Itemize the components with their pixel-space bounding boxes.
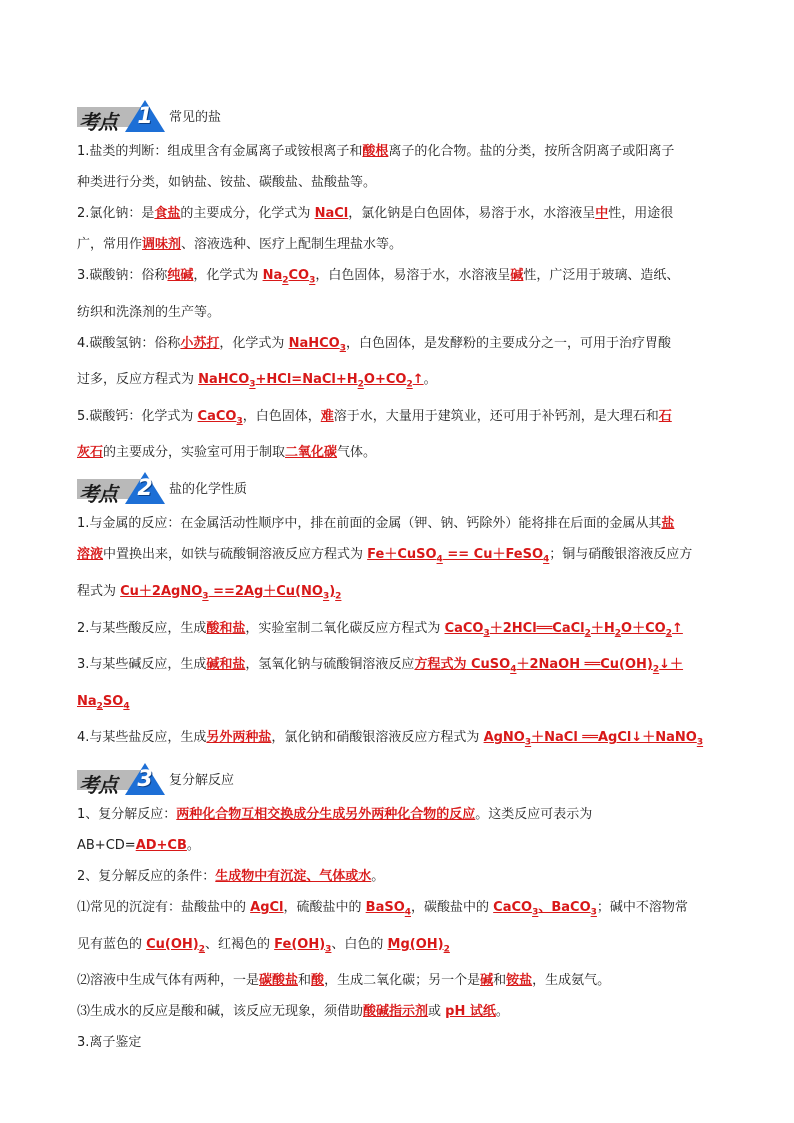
text-line [77,996,717,1027]
formula-text: Mg(OH) [387,936,444,952]
key-term: 纯碱 [167,268,194,283]
key-term: pH 试纸 [445,1004,496,1020]
body-text: 4.与某些盐反应，生成 [77,730,207,746]
subscript: 3 [590,907,597,918]
key-term: 碱 [510,268,524,283]
body-text: 2、复分解反应的条件： [77,868,216,884]
subscript: 3 [322,591,330,602]
body-text: ，实验室制二氧化碳反应方程式为 [245,620,445,636]
body-text: ；碱中不溶物常 [596,899,688,915]
body-text: 的主要成分，实验室可用于制取 [103,445,286,461]
formula-text: Na [262,268,283,283]
document-body [77,96,717,1058]
body-text: 程式为 [77,583,121,599]
subscript: 3 [309,275,316,286]
key-term: 酸和盐 [206,620,246,636]
body-text: ，氯化钠和硝酸银溶液反应方程式为 [271,730,484,746]
key-term: 碱和盐 [206,657,246,673]
body-text: 纺织和洗涤剂的生产等。 [77,304,221,320]
kaodian-badge-icon [77,472,165,507]
subscript: 3 [202,591,209,602]
body-text: AB+CD= [77,837,136,853]
text-line [77,198,717,229]
body-text: ，化学式为 [219,335,289,351]
badge-label: 考点 [79,482,117,507]
formula-text: CaCO [197,408,237,424]
body-text: 广，常用作 [77,237,143,252]
body-text: 性，用途很 [608,206,674,221]
key-term: 另外两种盐 [206,730,272,746]
badge-label: 考点 [79,772,117,797]
formula-text: ＋H [590,620,615,636]
formula-text: NaHCO [288,335,340,351]
body-text: ⑶生成水的反应是酸和碱，该反应无现象，须借助 [77,1004,364,1020]
key-term: 酸 [311,973,325,989]
body-text: 、红褐色的 [205,936,275,952]
formula-text: ==2Ag＋Cu(NO [208,583,323,599]
kaodian-badge-icon [77,100,165,134]
formula-text: ＋NaCl ══AgCl↓＋NaNO [531,730,697,746]
formula-text: ↓＋ [659,657,684,673]
body-text: 。 [423,372,437,388]
subscript: 4 [510,664,517,675]
body-text: 、溶液选种、医疗上配制生理盐水等。 [181,237,403,252]
text-line [77,167,717,198]
section-title: 常见的盐 [169,110,222,125]
formula-text: ＋2HCl══CaCl [489,620,585,636]
body-text: 5.碳酸钙：化学式为 [77,408,198,424]
body-text: 气体。 [337,445,377,461]
text-line [77,861,717,892]
subscript: 3 [339,343,346,354]
body-text: 。 [186,837,200,853]
section-title: 盐的化学性质 [169,482,248,498]
body-text: 性，广泛用于玻璃、造纸、 [523,268,680,283]
subscript: 2 [665,628,672,639]
key-term: 食盐 [154,206,181,221]
key-term: 碳酸盐 [259,973,299,989]
body-text: ，氢氧化钠与硫酸铜溶液反应 [245,657,415,673]
formula-text: ＋2NaOH ══Cu(OH) [516,657,653,673]
body-text: 。 [371,868,385,884]
subscript: 2 [357,379,364,390]
body-text: 、白色的 [331,936,388,952]
formula-text: SO [102,693,124,709]
subscript: 3 [325,944,332,955]
text-line [77,401,717,438]
subscript: 4 [404,907,412,918]
subscript: 2 [282,275,289,286]
key-term: AD+CB [135,837,187,853]
formula-text: CO [288,268,310,283]
text-line [77,1027,717,1058]
key-term: 调味剂 [142,237,182,252]
subscript: 3 [483,628,490,639]
body-text: ，生成氨气。 [532,973,611,989]
section-heading [77,96,717,134]
key-term: 盐 [661,516,675,532]
body-text: 种类进行分类，如钠盐、铵盐、碳酸盐、盐酸盐等。 [77,175,377,190]
text-line [77,722,717,759]
formula-text: BaSO [365,899,405,915]
body-text: 离子的化合物。盐的分类，按所含阴离子或阳离子 [388,144,675,159]
body-text: 4.碳酸氢钠：俗称 [77,335,181,351]
formula-text: AgNO [483,730,525,746]
formula-text: O＋CO [621,620,666,636]
subscript: 4 [436,554,443,565]
subscript: 3 [524,737,532,748]
body-text: 或 [428,1004,446,1020]
text-line [77,328,717,365]
key-term: 两种化合物互相交换成分生成另外两种化合物的反应 [176,806,476,822]
key-term: 溶液 [77,547,104,563]
subscript: 4 [123,701,130,712]
text-line [77,613,717,650]
body-text: ，生成二氧化碳；另一个是 [324,973,481,989]
key-term: 酸根 [362,144,389,159]
key-term: 铵盐 [506,973,533,989]
text-line [77,576,717,613]
body-text: ，硫酸盐中的 [283,899,366,915]
body-text: 2.与某些酸反应，生成 [77,620,207,636]
body-text: ，白色固体，是发酵粉的主要成分之一，可用于治疗胃酸 [345,335,671,351]
key-term: 灰石 [77,445,104,461]
formula-text: NaHCO [198,372,250,388]
text-line [77,686,717,723]
body-text: 3.碳酸钠：俗称 [77,268,168,283]
body-text: 和 [493,973,507,989]
subscript: 2 [584,628,591,639]
formula-text: 、BaCO [538,899,591,915]
badge-number: 3 [137,766,153,792]
subscript: 3 [532,907,539,918]
body-text: ，化学式为 [193,268,263,283]
kaodian-badge-icon [77,763,165,797]
formula-text: O+CO [363,372,407,388]
body-text: ，白色固体，易溶于水，水溶液呈 [315,268,511,283]
body-text: 的主要成分，化学式为 [180,206,315,221]
formula-text: NaCl [314,206,349,221]
body-text: 1.盐类的判断：组成里含有金属离子或铵根离子和 [77,144,363,159]
body-text: 2.氯化钠：是 [77,206,155,221]
body-text: 1.与金属的反应：在金属活动性顺序中，排在前面的金属（钾、钠、钙除外）能将排在后面的金属从其 [77,516,662,532]
text-line [77,508,717,539]
body-text: 3.与某些碱反应，生成 [77,657,207,673]
body-text: 3.离子鉴定 [77,1035,142,1051]
key-term: 二氧化碳 [285,445,338,461]
text-line [77,539,717,576]
badge-number: 1 [137,104,153,129]
formula-text: Cu(OH) [146,936,199,952]
subscript: 3 [696,737,704,748]
subscript: 3 [249,379,256,390]
text-line [77,830,717,861]
body-text: 中置换出来，如铁与硫酸铜溶液反应方程式为 [103,547,368,563]
body-text: 过多，反应方程式为 [77,372,199,388]
subscript: 2 [335,591,342,602]
formula-text: ↑ [412,372,424,388]
badge-label: 考点 [79,110,117,134]
section-heading [77,759,717,797]
formula-text: Cu＋2AgNO [120,583,203,599]
formula-text: AgCl [250,899,284,915]
body-text: 溶于水，大量用于建筑业，还可用于补钙剂，是大理石和 [333,408,659,424]
body-text: ，氯化钠是白色固体，易溶于水，水溶液呈 [348,206,596,221]
key-term: 酸碱指示剂 [363,1004,429,1020]
subscript: 2 [614,628,622,639]
text-line [77,929,717,966]
body-text: 。这类反应可表示为 [475,806,593,822]
body-text: 见有蓝色的 [77,936,147,952]
body-text: ；铜与硝酸银溶液反应方 [549,547,693,563]
body-text: ，白色固体， [242,408,321,424]
subscript: 4 [543,554,550,565]
text-line [77,260,717,297]
formula-text: CaCO [493,899,533,915]
formula-text: CaCO [444,620,484,636]
body-text: 和 [298,973,312,989]
text-line [77,437,717,468]
key-term: 难 [320,408,334,424]
text-line [77,364,717,401]
subscript: 3 [236,416,243,427]
subscript: 2 [652,664,660,675]
key-term: 生成物中有沉淀、气体或水 [215,868,372,884]
text-line [77,136,717,167]
body-text: 。 [495,1004,509,1020]
text-line [77,892,717,929]
badge-number: 2 [137,476,153,502]
subscript: 2 [198,944,206,955]
text-line [77,229,717,260]
section-title: 复分解反应 [169,772,235,788]
formula-text: 方程式为 CuSO [414,657,511,673]
subscript: 2 [406,379,413,390]
formula-text: ↑ [671,620,683,636]
text-line [77,965,717,996]
section-heading [77,468,717,507]
formula-text: Fe＋CuSO [367,547,437,563]
formula-text: Fe(OH) [274,936,326,952]
key-term: 小苏打 [180,335,220,351]
subscript: 2 [96,701,103,712]
text-line [77,799,717,830]
formula-text: ) [329,583,336,599]
body-text: ⑵溶液中生成气体有两种，一是 [77,973,260,989]
formula-text: == Cu＋FeSO [442,547,544,563]
body-text: 1、复分解反应： [77,806,177,822]
subscript: 2 [443,944,450,955]
formula-text: +HCl=NaCl+H [255,372,358,388]
formula-text: Na [77,693,97,709]
text-line [77,649,717,686]
key-term: 石 [658,408,672,424]
body-text: ⑴常见的沉淀有：盐酸盐中的 [77,899,251,915]
key-term: 中 [595,206,609,221]
key-term: 碱 [480,973,494,989]
text-line [77,297,717,328]
body-text: ，碳酸盐中的 [411,899,494,915]
